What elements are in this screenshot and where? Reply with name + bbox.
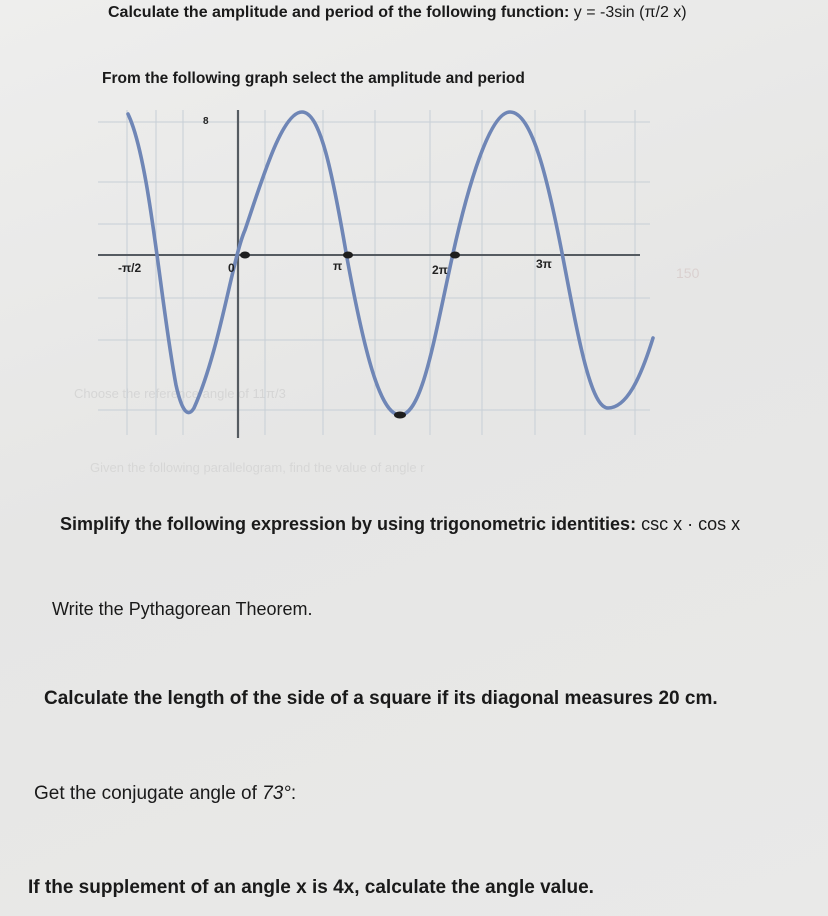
- graph-point: [343, 252, 353, 259]
- function-expression: y = -3sin (π/2 x): [573, 4, 687, 21]
- question-text: Get the conjugate angle of: [34, 783, 257, 804]
- question-amplitude-period: [108, 4, 687, 22]
- graph-point: [394, 412, 406, 419]
- question-simplify-expression: [60, 514, 740, 535]
- tick-label-neg-pi-half: -π/2: [118, 261, 142, 275]
- question-text: Simplify the following expression by using trigonometric identities:: [60, 514, 637, 534]
- trig-expression: csc x · cos x: [641, 514, 741, 534]
- sine-curve: [128, 112, 653, 415]
- tick-label-three-pi: 3π: [536, 257, 552, 271]
- question-pythagorean-theorem: Write the Pythagorean Theorem.: [52, 599, 313, 619]
- question-text: Calculate the amplitude and period of the following function:: [108, 4, 570, 21]
- question-square-side: Calculate the length of the side of a square if its diagonal measures 20 cm.: [44, 688, 718, 709]
- graph-point: [240, 252, 250, 259]
- ghost-text-reference-angle: Choose the reference angle of 11π/3: [74, 386, 286, 401]
- question-conjugate-angle: [34, 783, 296, 805]
- tick-label-y: 8: [203, 116, 209, 127]
- tick-label-two-pi: 2π: [432, 263, 448, 277]
- sine-graph: [70, 100, 700, 475]
- question-graph-instruction: From the following graph select the amplitude and period: [102, 70, 525, 87]
- ghost-text-parallelogram: Given the following parallelogram, find the value of angle r: [90, 460, 425, 475]
- question-supplement-angle: If the supplement of an angle x is 4x, calculate the angle value.: [28, 877, 594, 898]
- tick-label-zero: 0: [228, 261, 235, 275]
- angle-value: 73°: [262, 783, 291, 804]
- ghost-text-number: 150: [676, 265, 700, 281]
- graph-point: [450, 252, 460, 259]
- question-suffix: :: [290, 783, 297, 804]
- tick-label-pi: π: [333, 259, 343, 273]
